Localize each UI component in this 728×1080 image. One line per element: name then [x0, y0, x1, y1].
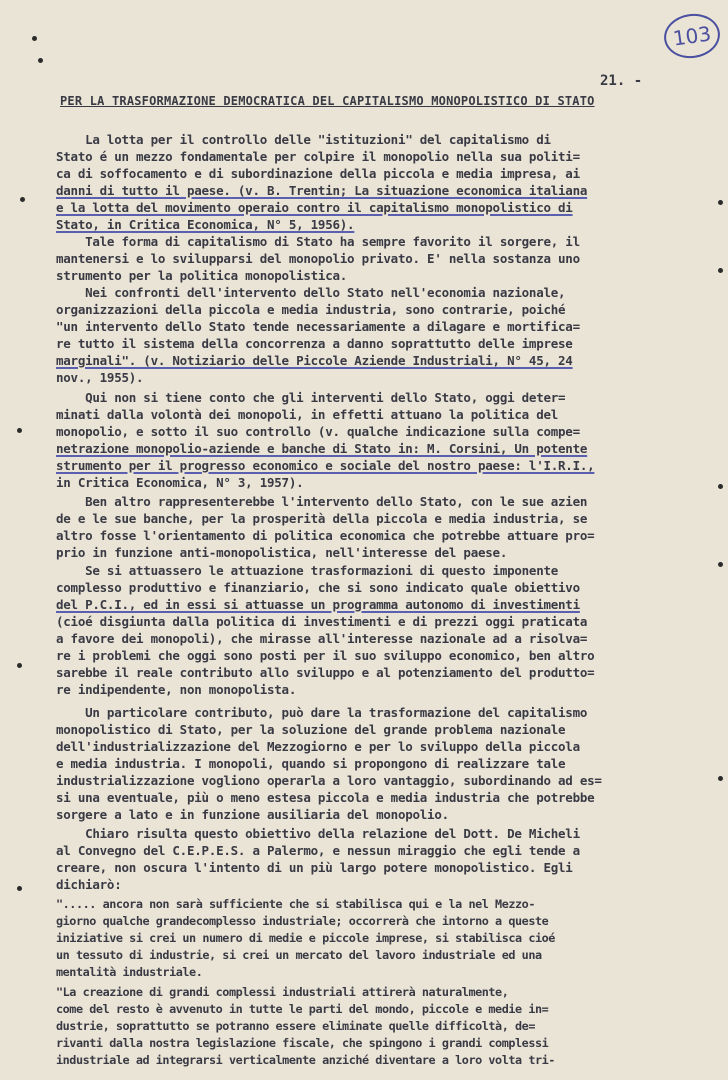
binding-hole: [20, 197, 25, 202]
text-line: nov., 1955).: [56, 370, 144, 385]
text-line: Stato, in Critica Economica, N° 5, 1956).: [56, 217, 355, 232]
binding-hole: [718, 776, 723, 781]
text-line: si una eventuale, più o meno estesa piccola e media industria che potrebbe: [56, 790, 595, 805]
binding-hole: [17, 663, 22, 668]
text-line: de e le sue banche, per la prosperità della piccola e media industria, se: [56, 511, 588, 526]
text-line: re indipendente, non monopolista.: [56, 682, 297, 697]
binding-hole: [718, 268, 723, 273]
quote-line: un tessuto di industrie, si crei un mercato del lavoro industriale ed una: [56, 948, 542, 962]
text-line: strumento per la politica monopolistica.: [56, 268, 348, 283]
text-line: in Critica Economica, N° 3, 1957).: [56, 475, 304, 490]
page-index: 21. -: [600, 73, 643, 89]
text-line: ca di soffocamento e di subordinazione della piccola e media impresa, ai: [56, 166, 580, 181]
text-line: re tutto il sistema della concorrenza a danno soprattutto delle imprese: [56, 336, 573, 351]
text-line: netrazione monopolio-aziende e banche di Stato in: M. Corsini, Un potente: [56, 441, 588, 456]
quote-line: mentalità industriale.: [56, 965, 203, 979]
text-line: Qui non si tiene conto che gli interventi dello Stato, oggi deter=: [56, 390, 566, 405]
text-line: al Convegno del C.E.P.E.S. a Palermo, e nessun miraggio che egli tende a: [56, 843, 580, 858]
text-line: mantenersi e lo svilupparsi del monopolio privato. E' nella sostanza uno: [56, 251, 580, 266]
text-line: monopolio, e sotto il suo controllo (v. qualche indicazione sulla compe=: [56, 424, 580, 439]
text-line: sarebbe il reale contributo allo sviluppo e al potenziamento del produtto=: [56, 665, 595, 680]
text-line: e la lotta del movimento operaio contro il capitalismo monopolistico di: [56, 200, 573, 215]
binding-hole: [17, 428, 22, 433]
quote-line: come del resto è avvenuto in tutte le parti del mondo, piccole e medie in=: [56, 1002, 549, 1016]
text-line: creare, non oscura l'intento di un più largo potere monopolistico. Egli: [56, 860, 573, 875]
binding-hole: [17, 886, 22, 891]
quote-line: dustrie, soprattutto se potranno essere eliminate quelle difficoltà, de=: [56, 1019, 535, 1033]
binding-hole: [718, 484, 723, 489]
binding-hole: [718, 562, 723, 567]
binding-hole: [38, 58, 43, 63]
text-line: industrializzazione vogliono operarla a loro vantaggio, subordinando ad es=: [56, 773, 602, 788]
document-heading: PER LA TRASFORMAZIONE DEMOCRATICA DEL CAPITALISMO MONOPOLISTICO DI STATO: [60, 94, 595, 108]
text-line: organizzazioni della piccola e media industria, sono contrarie, poiché: [56, 302, 566, 317]
text-line: (cioé disgiunta dalla politica di investimenti e di prezzi oggi praticata: [56, 614, 588, 629]
text-line: prio in funzione anti-monopolistica, nell'interesse del paese.: [56, 545, 508, 560]
quote-line: rivanti dalla nostra legislazione fiscale, che spingono i grandi complessi: [56, 1036, 549, 1050]
text-line: monopolistico di Stato, per la soluzione del grande problema nazionale: [56, 722, 566, 737]
binding-hole: [32, 36, 37, 41]
quote-line: "..... ancora non sarà sufficiente che si stabilisca qui e la nel Mezzo-: [56, 897, 535, 911]
binding-hole: [718, 200, 723, 205]
text-line: e media industria. I monopoli, quando si propongono di realizzare tale: [56, 756, 566, 771]
text-line: a favore dei monopoli), che mirasse all'interesse nazionale ad a risolva=: [56, 631, 588, 646]
text-line: dell'industrializzazione del Mezzogiorno e per lo sviluppo della piccola: [56, 739, 580, 754]
quote-line: iniziative si crei un numero di medie e piccole imprese, si stabilisca cioé: [56, 931, 555, 945]
text-line: sorgere a lato e in funzione ausiliaria del monopolio.: [56, 807, 449, 822]
text-line: complesso produttivo e finanziario, che si sono indicato quale obiettivo: [56, 580, 580, 595]
text-line: strumento per il progresso economico e sociale del nostro paese: l'I.R.I.,: [56, 458, 595, 473]
quote-line: "La creazione di grandi complessi industriali attirerà naturalmente,: [56, 985, 509, 999]
text-line: Se si attuassero le attuazione trasformazioni di questo imponente: [56, 563, 559, 578]
text-line: Tale forma di capitalismo di Stato ha sempre favorito il sorgere, il: [56, 234, 580, 249]
text-line: La lotta per il controllo delle "istituzioni" del capitalismo di: [56, 132, 551, 147]
text-line: del P.C.I., ed in essi si attuasse un programma autonomo di investimenti: [56, 597, 580, 612]
text-line: danni di tutto il paese. (v. B. Trentin; La situazione economica italiana: [56, 183, 588, 198]
text-line: "un intervento dello Stato tende necessariamente a dilagare e mortifica=: [56, 319, 580, 334]
text-line: Chiaro risulta questo obiettivo della relazione del Dott. De Micheli: [56, 826, 580, 841]
quote-line: giorno qualche grandecomplesso industriale; occorrerà che intorno a queste: [56, 914, 549, 928]
text-line: re i problemi che oggi sono posti per il suo sviluppo economico, ben altro: [56, 648, 595, 663]
text-line: Stato é un mezzo fondamentale per colpire il monopolio nella sua politi=: [56, 149, 580, 164]
text-line: marginali". (v. Notiziario delle Piccole Aziende Industriali, N° 45, 24: [56, 353, 573, 368]
text-line: Ben altro rappresenterebbe l'intervento dello Stato, con le sue azien: [56, 494, 588, 509]
text-line: altro fosse l'orientamento di politica economica che potrebbe attuare pro=: [56, 528, 595, 543]
text-line: minati dalla volontà dei monopoli, in effetti attuano la politica del: [56, 407, 559, 422]
page-number-stamp: 103: [661, 10, 723, 61]
text-line: Nei confronti dell'intervento dello Stato nell'economia nazionale,: [56, 285, 566, 300]
text-line: dichiarò:: [56, 877, 122, 892]
quote-line: industriale ad integrarsi verticalmente anziché diventare a loro volta tri-: [56, 1053, 555, 1067]
text-line: Un particolare contributo, può dare la trasformazione del capitalismo: [56, 705, 588, 720]
